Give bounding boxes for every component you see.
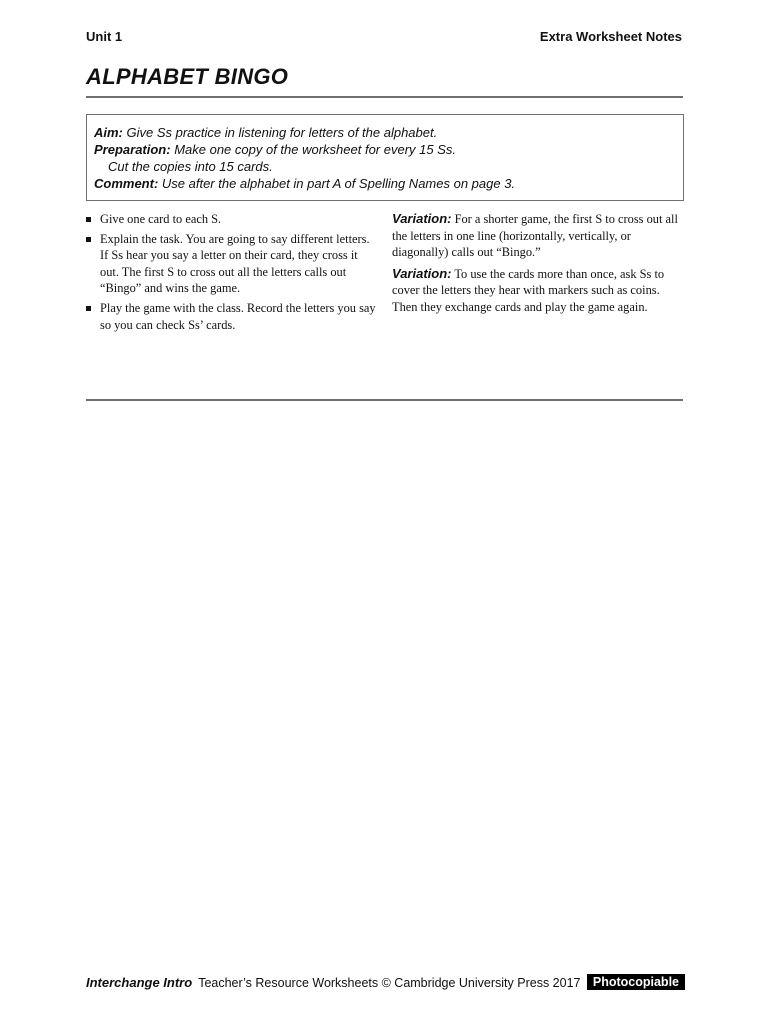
section-divider bbox=[86, 399, 683, 401]
step-text: Give one card to each S. bbox=[100, 212, 222, 226]
step-text: Play the game with the class. Record the letters you say so you can check Ss’ cards. bbox=[100, 300, 376, 332]
aim-label: Aim: bbox=[94, 125, 123, 140]
comment-text: Use after the alphabet in part A of Spelling Names on page 3. bbox=[158, 176, 516, 191]
variation-label: Variation: bbox=[392, 265, 452, 281]
aim-text: Give Ss practice in listening for letters of the alphabet. bbox=[122, 125, 438, 140]
footer-brand: Interchange Intro bbox=[86, 975, 193, 990]
variation-text: To use the cards more than once, ask Ss to cover the letters they hear with markers such as coins. Then they exchange cards and play the game again. bbox=[392, 266, 665, 314]
procedure-step bbox=[86, 300, 378, 333]
title-divider bbox=[86, 96, 683, 98]
comment-label: Comment: bbox=[94, 176, 159, 191]
footer-credit: Teacher’s Resource Worksheets © Cambridge University Press 2017 bbox=[198, 976, 581, 990]
preparation-line bbox=[94, 141, 676, 158]
unit-label: Unit 1 bbox=[86, 29, 123, 44]
comment-line bbox=[94, 175, 676, 192]
preparation-line-2: Cut the copies into 15 cards. bbox=[108, 159, 273, 174]
procedure-step bbox=[86, 231, 378, 297]
variations-column bbox=[392, 211, 686, 321]
procedure-step bbox=[86, 211, 378, 228]
variation-paragraph bbox=[392, 266, 686, 316]
variation-text: For a shorter game, the first S to cross out all the letters in one line (horizontally, vertically, or diagonally) calls out “Bingo.” bbox=[392, 212, 678, 260]
preparation-label: Preparation: bbox=[94, 142, 171, 157]
variation-label: Variation: bbox=[392, 211, 452, 226]
aim-box bbox=[86, 114, 684, 201]
page-title: ALPHABET BINGO bbox=[86, 64, 289, 89]
procedure-list bbox=[86, 211, 378, 336]
page-header bbox=[86, 29, 682, 45]
bullet-icon bbox=[86, 237, 91, 242]
bullet-icon bbox=[86, 217, 91, 222]
step-text: Explain the task. You are going to say different letters. If Ss hear you say a letter on their card, they cross it out. The first S to cross out all the letters calls out “Bingo” and wins the game. bbox=[100, 231, 370, 296]
section-label: Extra Worksheet Notes bbox=[539, 29, 682, 44]
aim-line bbox=[94, 124, 676, 141]
photocopiable-badge: Photocopiable bbox=[587, 974, 685, 990]
preparation-text: Make one copy of the worksheet for every 15 Ss. bbox=[170, 142, 457, 157]
variation-paragraph bbox=[392, 211, 686, 261]
bullet-icon bbox=[86, 306, 91, 311]
page-footer bbox=[86, 975, 686, 992]
